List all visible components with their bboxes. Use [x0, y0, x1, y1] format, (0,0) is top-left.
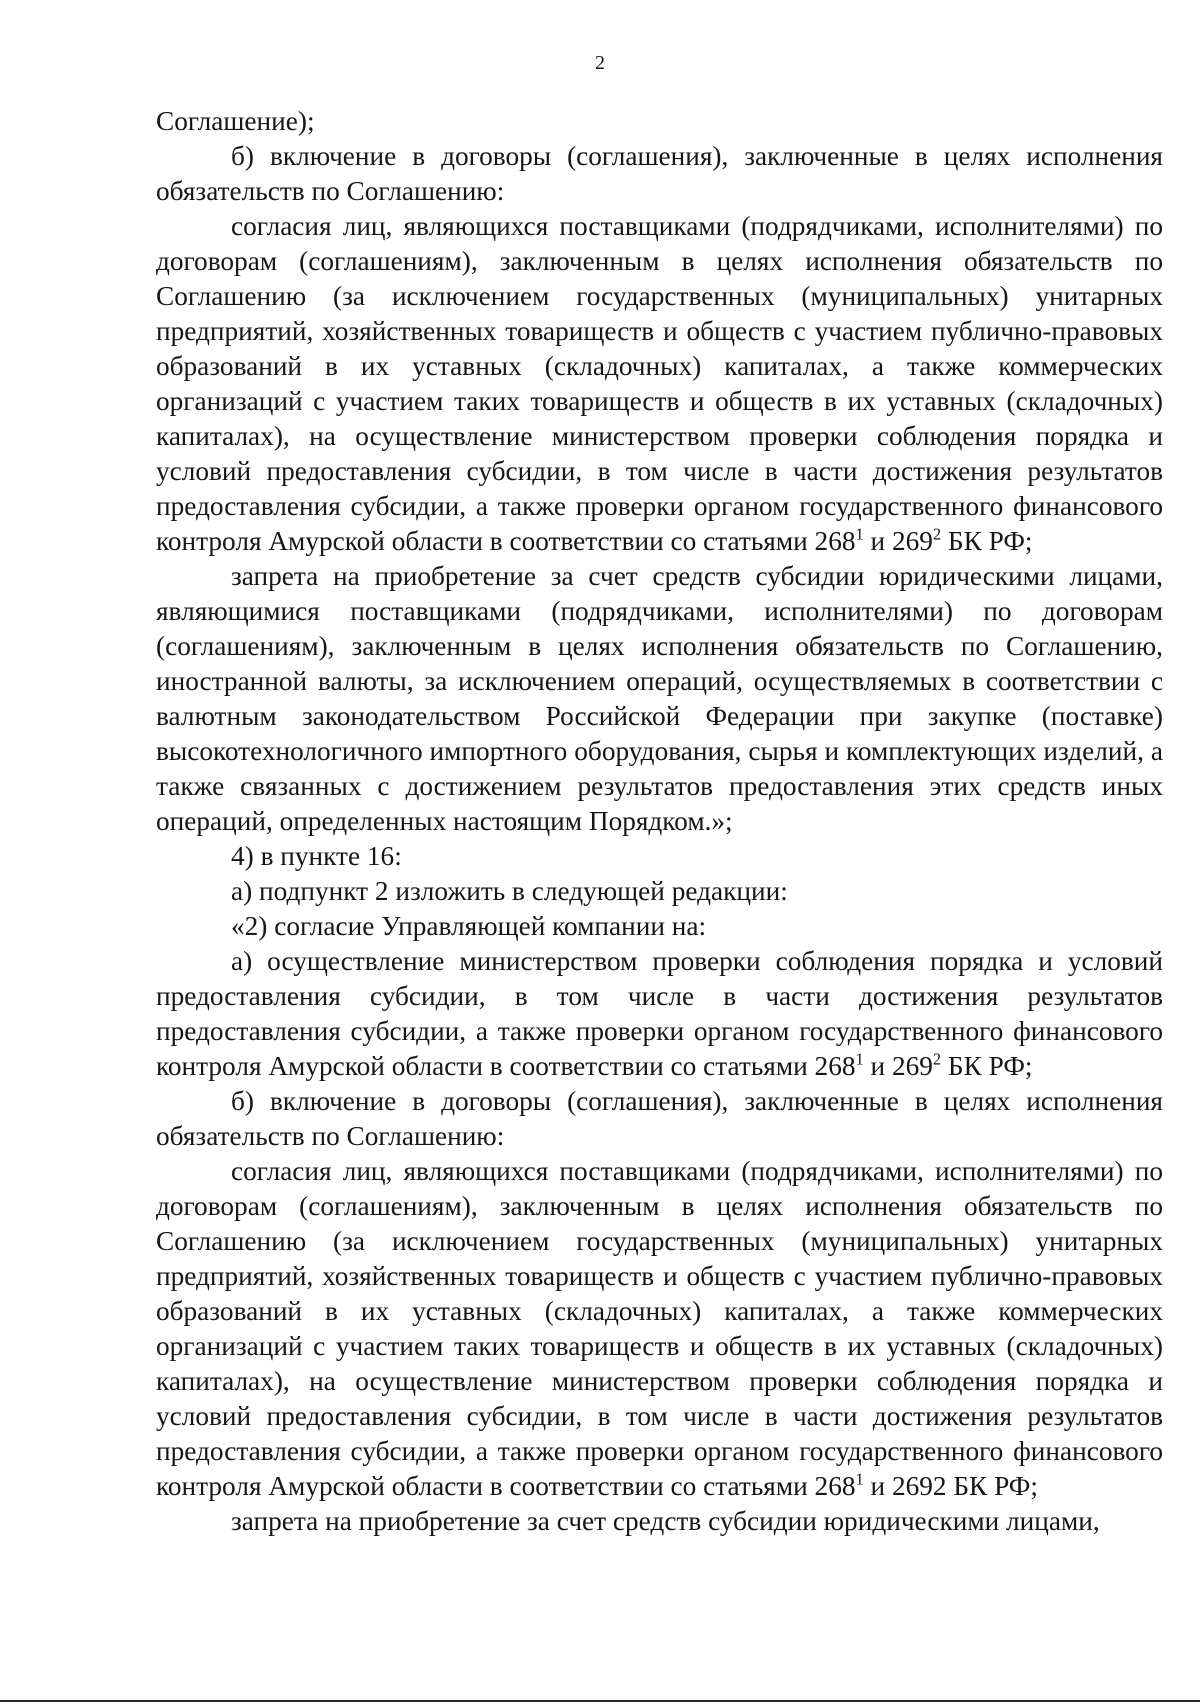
paragraph-currency-ban	[156, 559, 1163, 839]
paragraph-agreement-closing	[156, 104, 1163, 139]
paragraph-text: согласия лиц, являющихся поставщиками (подрядчиками, исполнителями) по договорам (соглашениям), заключенным в целях исполнения обязательств по Соглашению (за исключением государственных (муниципальных) унитарных предприятий, хозяйственных товариществ и обществ с участием публично-правовых образований в их уставных (складочных) капиталах, а также коммерческих организаций с участием таких товариществ и обществ в их уставных (складочных) капиталах), на осуществление министерством проверки соблюдения порядка и условий предоставления субсидии, в том числе в части достижения результатов предоставления субсидии, а также проверки органом государственного финансового контроля Амурской области в соответствии со статьями 268	[156, 211, 1163, 556]
paragraph-inclusion-b	[156, 139, 1163, 209]
document-body	[156, 104, 1163, 1539]
paragraph-text: а) осуществление министерством проверки соблюдения порядка и условий предоставления субсидии, в том числе в части достижения результатов предоставления субсидии, а также проверки органом государственного финансового контроля Амурской области в соответствии со статьями 268	[156, 946, 1163, 1081]
superscript: 1	[855, 524, 864, 544]
superscript: 2	[932, 1049, 942, 1069]
paragraph-text: а) подпункт 2 изложить в следующей редакции:	[231, 876, 788, 906]
paragraph-consent-management	[156, 909, 1163, 944]
paragraph-text: 4) в пункте 16:	[231, 841, 402, 871]
page-number: 2	[595, 52, 605, 74]
paragraph-text: БК РФ;	[941, 526, 1033, 556]
paragraph-text: и 2692 БК РФ;	[863, 1471, 1038, 1501]
paragraph-text: запрета на приобретение за счет средств субсидии юридическими лицами, являющимися поставщиками (подрядчиками, исполнителями) по договорам (соглашениям), заключенным в целях исполнения обязательств по Соглашению, иностранной валюты, за исключением операций, осуществляемых в соответствии с валютным законодательством Российской Федерации при закупке (поставке) высокотехнологичного импортного оборудования, сырья и комплектующих изделий, а также связанных с достижением результатов предоставления этих средств иных операций, определенных настоящим Порядком.»;	[156, 561, 1163, 836]
paragraph-text: «2) согласие Управляющей компании на:	[231, 911, 707, 941]
paragraph-text: и 269	[863, 526, 933, 556]
paragraph-text: согласия лиц, являющихся поставщиками (подрядчиками, исполнителями) по договорам (соглашениям), заключенным в целях исполнения обязательств по Соглашению (за исключением государственных (муниципальных) унитарных предприятий, хозяйственных товариществ и обществ с участием публично-правовых образований в их уставных (складочных) капиталах, а также коммерческих организаций с участием таких товариществ и обществ в их уставных (складочных) капиталах), на осуществление министерством проверки соблюдения порядка и условий предоставления субсидии, в том числе в части достижения результатов предоставления субсидии, а также проверки органом государственного финансового контроля Амурской области в соответствии со статьями 268	[156, 1156, 1163, 1501]
paragraph-consent-suppliers	[156, 209, 1163, 559]
paragraph-text: б) включение в договоры (соглашения), заключенные в целях исполнения обязательств по Соглашению:	[156, 1086, 1163, 1151]
paragraph-text: БК РФ;	[941, 1051, 1033, 1081]
superscript: 2	[932, 524, 942, 544]
paragraph-text: б) включение в договоры (соглашения), заключенные в целях исполнения обязательств по Соглашению:	[156, 141, 1163, 206]
paragraph-text: запрета на приобретение за счет средств субсидии юридическими лицами,	[231, 1506, 1100, 1536]
superscript: 1	[855, 1469, 864, 1489]
paragraph-inclusion-b-2	[156, 1084, 1163, 1154]
paragraph-item-4	[156, 839, 1163, 874]
paragraph-currency-ban-2	[156, 1504, 1163, 1539]
scan-bottom-edge	[0, 1700, 1200, 1702]
paragraph-consent-suppliers-2	[156, 1154, 1163, 1504]
superscript: 1	[855, 1049, 864, 1069]
paragraph-subitem-a	[156, 874, 1163, 909]
paragraph-text: и 269	[863, 1051, 933, 1081]
paragraph-text: Соглашение);	[156, 106, 315, 136]
paragraph-inspection-a	[156, 944, 1163, 1084]
